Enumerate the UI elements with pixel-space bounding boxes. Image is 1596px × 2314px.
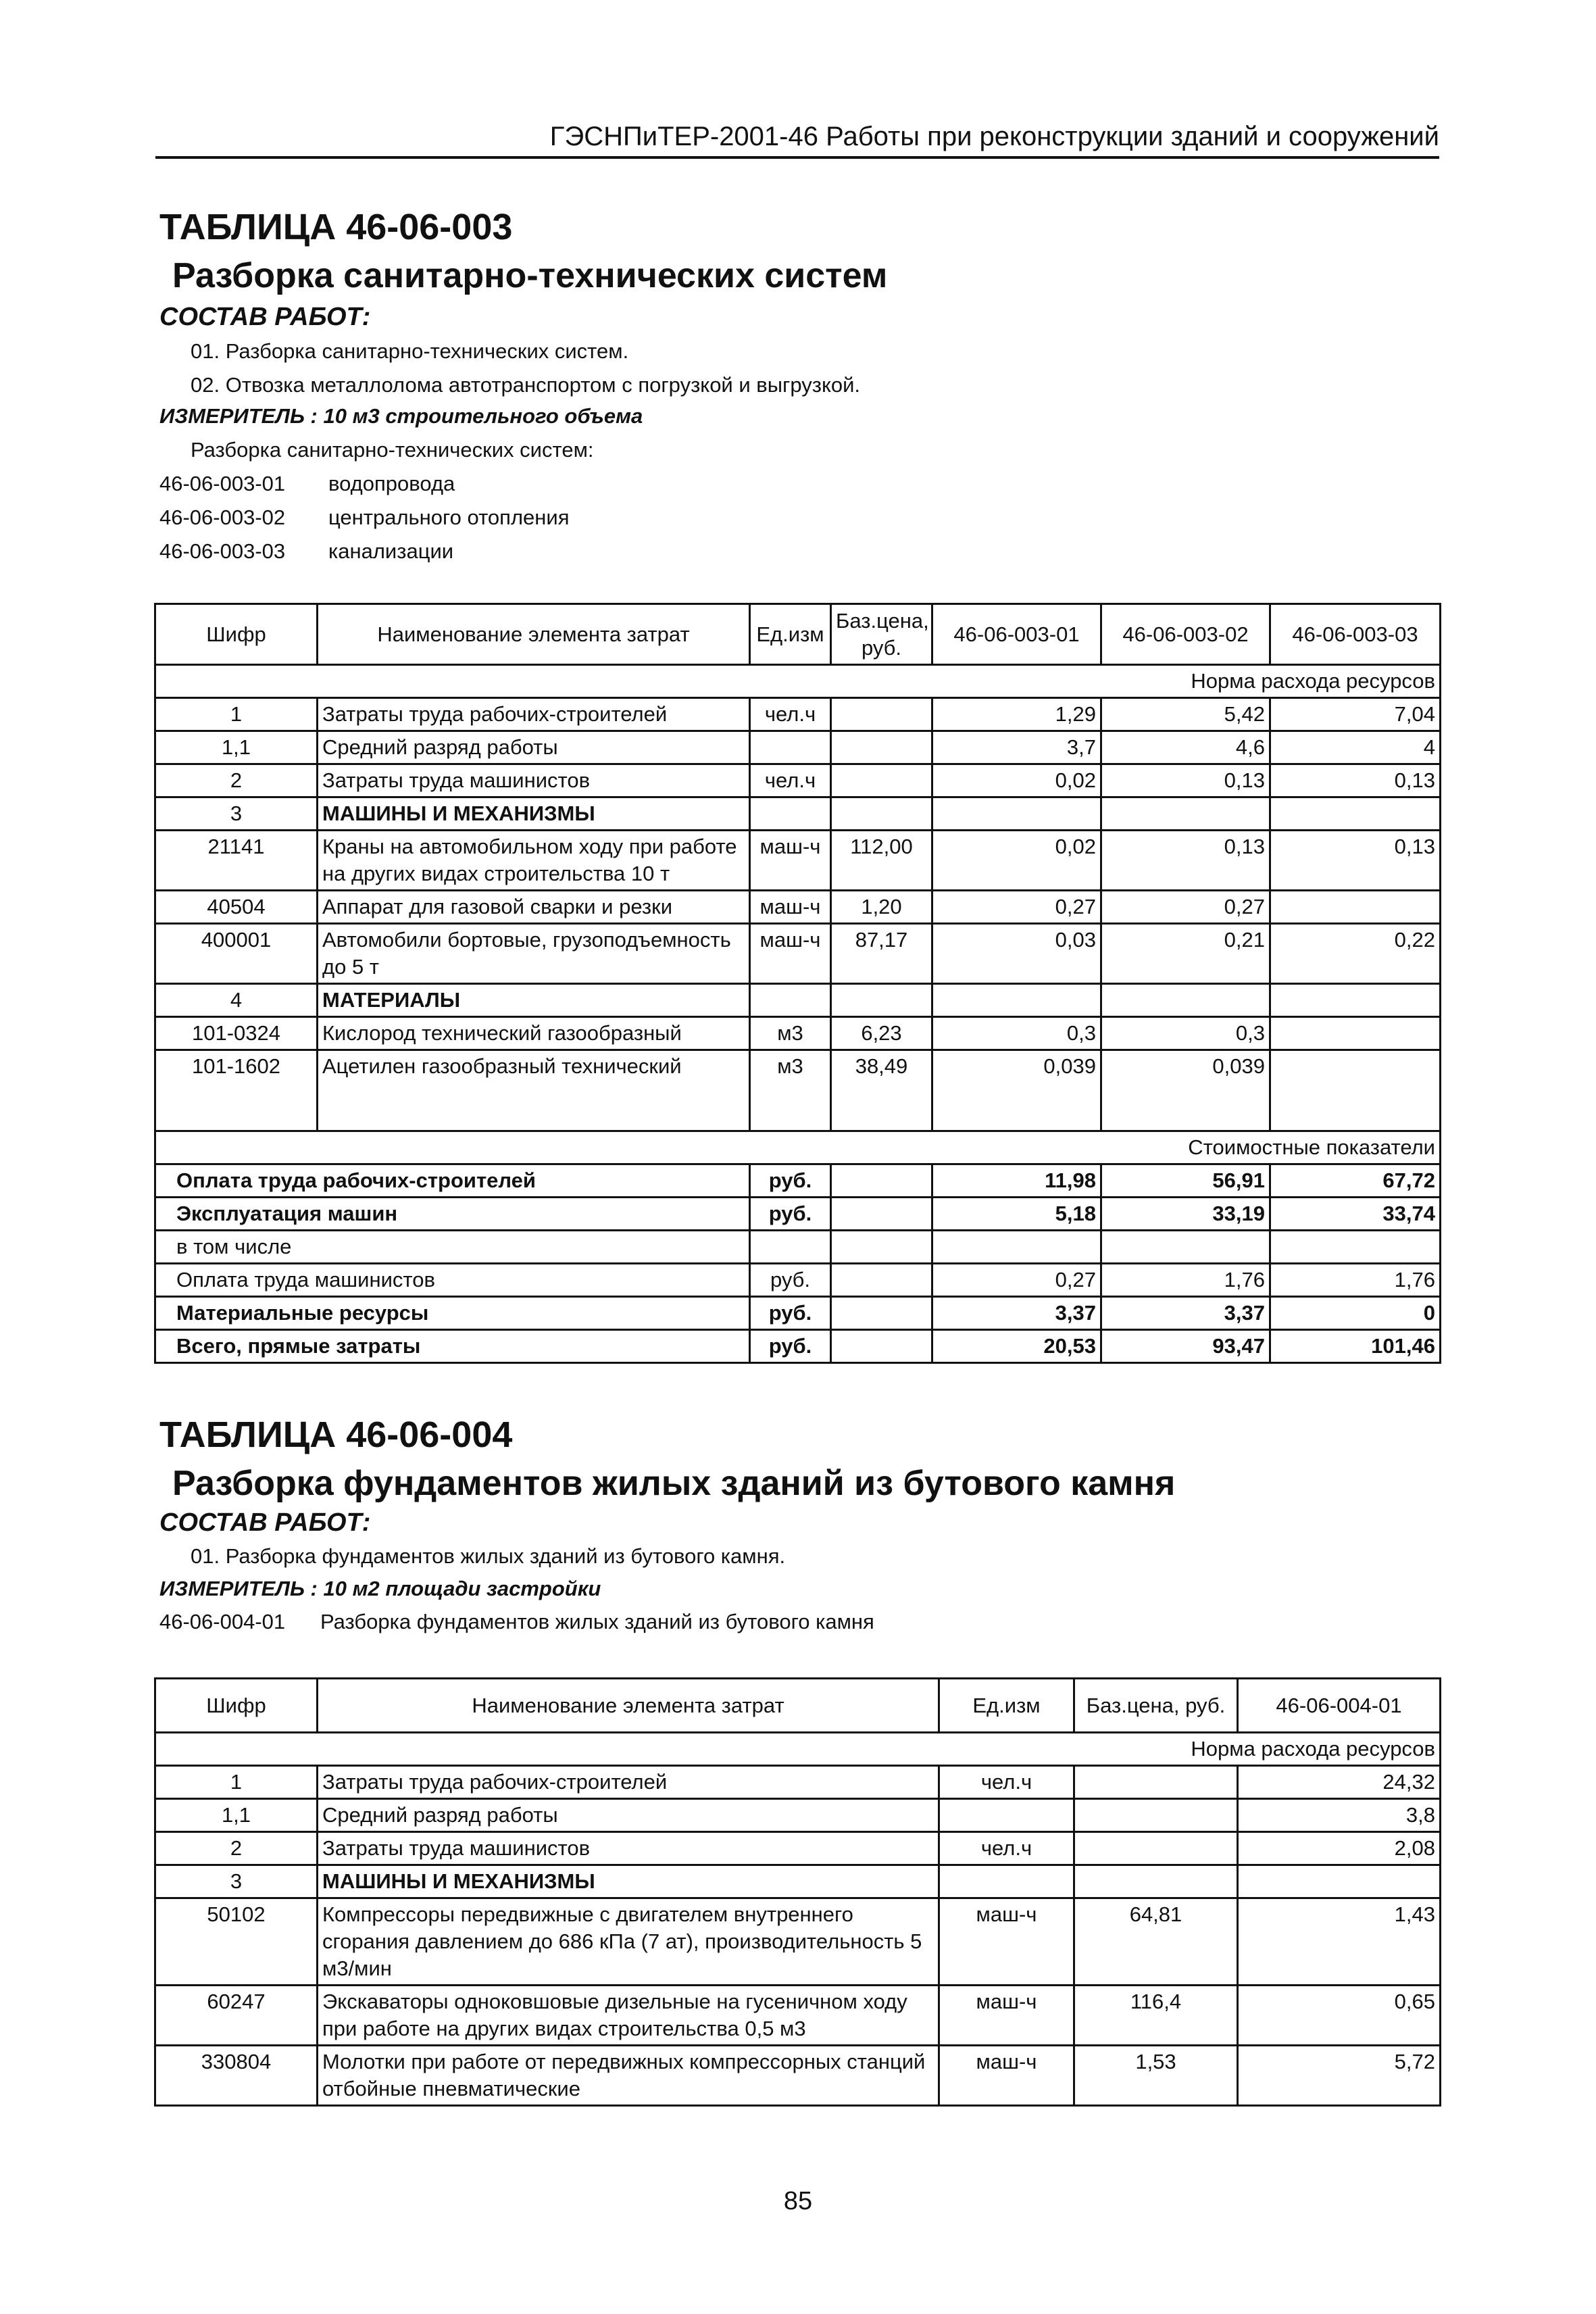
table-row (155, 1832, 1441, 1865)
cell-shifr: 21141 (155, 831, 318, 891)
cell-value: 0,03 (932, 924, 1101, 984)
col-header: Наименование элемента затрат (318, 1679, 939, 1733)
cell-value: 0,65 (1238, 1986, 1441, 2046)
cell-unit: маш-ч (939, 1898, 1074, 1986)
table-row (155, 764, 1441, 797)
cell-name: МАТЕРИАЛЫ (318, 984, 750, 1017)
col-header: 46-06-004-01 (1238, 1679, 1441, 1733)
cost-value: 11,98 (932, 1164, 1101, 1198)
cell-value: 24,32 (1238, 1766, 1441, 1799)
col-header: Баз.цена, руб. (1074, 1679, 1238, 1733)
cell-price (831, 764, 932, 797)
cell-value: 0,27 (932, 891, 1101, 924)
cell-value: 0,3 (1101, 1017, 1270, 1050)
cost-unit: руб. (750, 1264, 831, 1297)
cell-price: 1,20 (831, 891, 932, 924)
cell-price: 87,17 (831, 924, 932, 984)
code: 46-06-003-02 (159, 506, 286, 529)
cost-name: Эксплуатация машин (155, 1198, 750, 1231)
norm-label: Норма расхода ресурсов (155, 665, 1441, 698)
cell-value: 7,04 (1270, 698, 1441, 731)
code-name: канализации (328, 539, 454, 563)
cost-row (155, 1198, 1441, 1231)
cell-shifr: 50102 (155, 1898, 318, 1986)
cell-unit (750, 731, 831, 764)
cost-unit: руб. (750, 1198, 831, 1231)
measure-unit: ИЗМЕРИТЕЛЬ : 10 м3 строительного объема (159, 404, 643, 428)
cell-price: 64,81 (1074, 1898, 1238, 1986)
col-header: Шифр (155, 1679, 318, 1733)
cell-price: 38,49 (831, 1050, 932, 1131)
cell-unit: маш-ч (750, 831, 831, 891)
table-title: ТАБЛИЦА 46-06-003 (159, 207, 513, 247)
table-row (155, 1050, 1441, 1131)
cell-unit: маш-ч (939, 2046, 1074, 2106)
col-header: 46-06-003-02 (1101, 604, 1270, 665)
page-header: ГЭСНПиТЕР-2001-46 Работы при реконструкции зданий и сооружений (155, 122, 1439, 159)
cell-value: 5,72 (1238, 2046, 1441, 2106)
cell-shifr: 1,1 (155, 731, 318, 764)
cost-row (155, 1330, 1441, 1363)
cell-name: Средний разряд работы (318, 731, 750, 764)
cell-price (831, 731, 932, 764)
cell-shifr: 330804 (155, 2046, 318, 2106)
table-row (155, 698, 1441, 731)
cell-value: 1,43 (1238, 1898, 1441, 1986)
cell-name: Экскаваторы одноковшовые дизельные на гусеничном ходу при работе на других видах строительства 0,5 м3 (318, 1986, 939, 2046)
col-header: Наименование элемента затрат (318, 604, 750, 665)
cell-value: 0,13 (1101, 764, 1270, 797)
code: 46-06-003-01 (159, 472, 286, 495)
cost-name: Оплата труда рабочих-строителей (155, 1164, 750, 1198)
cell-name: Затраты труда рабочих-строителей (318, 698, 750, 731)
measure-unit: ИЗМЕРИТЕЛЬ : 10 м2 площади застройки (159, 1577, 601, 1600)
cell-value: 5,42 (1101, 698, 1270, 731)
composition-label: СОСТАВ РАБОТ: (159, 1508, 371, 1537)
cost-name: Всего, прямые затраты (155, 1330, 750, 1363)
cell-value: 0,3 (932, 1017, 1101, 1050)
cost-row (155, 1264, 1441, 1297)
code-name: центрального отопления (328, 506, 570, 529)
code-name: водопровода (328, 472, 455, 495)
cell-value: 4,6 (1101, 731, 1270, 764)
cell-shifr: 60247 (155, 1986, 318, 2046)
cell-value: 0,27 (1101, 891, 1270, 924)
cell-unit: м3 (750, 1017, 831, 1050)
cell-price: 112,00 (831, 831, 932, 891)
cost-value: 1,76 (1270, 1264, 1441, 1297)
col-header: Ед.изм (939, 1679, 1074, 1733)
table-row (155, 984, 1441, 1017)
code: 46-06-004-01 (159, 1610, 286, 1633)
resource-table-1 (154, 603, 1441, 1364)
table-row (155, 797, 1441, 831)
cost-unit: руб. (750, 1297, 831, 1330)
cell-value: 0,02 (932, 764, 1101, 797)
cell-value: 0,13 (1101, 831, 1270, 891)
cell-shifr: 1,1 (155, 1799, 318, 1832)
cell-value: 0,22 (1270, 924, 1441, 984)
table-row (155, 891, 1441, 924)
table-row (155, 924, 1441, 984)
norm-label: Норма расхода ресурсов (155, 1733, 1441, 1766)
cost-value: 67,72 (1270, 1164, 1441, 1198)
cost-value: 56,91 (1101, 1164, 1270, 1198)
cell-name: Затраты труда машинистов (318, 764, 750, 797)
cell-name: Аппарат для газовой сварки и резки (318, 891, 750, 924)
cost-row (155, 1164, 1441, 1198)
table-row (155, 1017, 1441, 1050)
cell-name: Кислород технический газообразный (318, 1017, 750, 1050)
table-row (155, 1898, 1441, 1986)
cell-name: Краны на автомобильном ходу при работе на других видах строительства 10 т (318, 831, 750, 891)
cost-value: 0,27 (932, 1264, 1101, 1297)
table-row (155, 1799, 1441, 1832)
cost-name: в том числе (155, 1231, 750, 1264)
cell-name: МАШИНЫ И МЕХАНИЗМЫ (318, 797, 750, 831)
cell-shifr: 2 (155, 764, 318, 797)
col-header: Шифр (155, 604, 318, 665)
cell-price (1074, 1832, 1238, 1865)
cell-unit: маш-ч (939, 1986, 1074, 2046)
code: 46-06-003-03 (159, 539, 286, 563)
cell-shifr: 3 (155, 797, 318, 831)
table-subtitle: Разборка фундаментов жилых зданий из бутового камня (172, 1464, 1176, 1503)
cell-value: 0,039 (1101, 1050, 1270, 1131)
cell-price (831, 698, 932, 731)
cost-value: 101,46 (1270, 1330, 1441, 1363)
cost-unit: руб. (750, 1164, 831, 1198)
group-label: Разборка санитарно-технических систем: (191, 438, 594, 462)
cell-name: Ацетилен газообразный технический (318, 1050, 750, 1131)
cost-row (155, 1231, 1441, 1264)
table-row (155, 731, 1441, 764)
cost-label: Стоимостные показатели (155, 1131, 1441, 1164)
col-header: 46-06-003-01 (932, 604, 1101, 665)
cell-shifr: 3 (155, 1865, 318, 1898)
cell-name: Затраты труда машинистов (318, 1832, 939, 1865)
cell-value (1270, 1017, 1441, 1050)
cell-value: 4 (1270, 731, 1441, 764)
cell-name: Средний разряд работы (318, 1799, 939, 1832)
cell-price: 1,53 (1074, 2046, 1238, 2106)
table-row (155, 1986, 1441, 2046)
cell-name: МАШИНЫ И МЕХАНИЗМЫ (318, 1865, 939, 1898)
cost-name: Материальные ресурсы (155, 1297, 750, 1330)
cost-unit: руб. (750, 1330, 831, 1363)
cell-value (1270, 891, 1441, 924)
cost-value: 33,74 (1270, 1198, 1441, 1231)
cell-name: Затраты труда рабочих-строителей (318, 1766, 939, 1799)
table-title: ТАБЛИЦА 46-06-004 (159, 1414, 513, 1455)
col-header: 46-06-003-03 (1270, 604, 1441, 665)
cell-unit: чел.ч (750, 698, 831, 731)
cell-value: 1,29 (932, 698, 1101, 731)
code-name: Разборка фундаментов жилых зданий из бутового камня (320, 1610, 874, 1633)
cost-value: 1,76 (1101, 1264, 1270, 1297)
cell-value: 0,21 (1101, 924, 1270, 984)
cell-value: 0,02 (932, 831, 1101, 891)
composition-label: СОСТАВ РАБОТ: (159, 303, 371, 331)
cell-price: 116,4 (1074, 1986, 1238, 2046)
cell-value: 0,13 (1270, 764, 1441, 797)
cell-unit: чел.ч (939, 1766, 1074, 1799)
cost-name: Оплата труда машинистов (155, 1264, 750, 1297)
table-row (155, 831, 1441, 891)
cell-shifr: 2 (155, 1832, 318, 1865)
cell-value (1270, 1050, 1441, 1131)
cell-value: 3,7 (932, 731, 1101, 764)
cell-unit: маш-ч (750, 924, 831, 984)
cell-value: 0,039 (932, 1050, 1101, 1131)
cost-value: 3,37 (932, 1297, 1101, 1330)
cell-unit (939, 1799, 1074, 1832)
cell-shifr: 400001 (155, 924, 318, 984)
cell-price (1074, 1799, 1238, 1832)
table-row (155, 2046, 1441, 2106)
cost-value: 0 (1270, 1297, 1441, 1330)
page-number: 85 (783, 2187, 813, 2215)
work-item: 02. Отвозка металлолома автотранспортом с погрузкой и выгрузкой. (191, 373, 861, 397)
cell-shifr: 101-0324 (155, 1017, 318, 1050)
work-item: 01. Разборка фундаментов жилых зданий из бутового камня. (191, 1544, 786, 1568)
work-item: 01. Разборка санитарно-технических систем. (191, 339, 629, 363)
cost-row (155, 1297, 1441, 1330)
resource-table-2 (154, 1677, 1441, 2107)
cell-unit: чел.ч (750, 764, 831, 797)
table-row (155, 1766, 1441, 1799)
cell-name: Автомобили бортовые, грузоподъемность до 5 т (318, 924, 750, 984)
cell-name: Компрессоры передвижные с двигателем внутреннего сгорания давлением до 686 кПа (7 ат), производительность 5 м3/мин (318, 1898, 939, 1986)
cell-value: 2,08 (1238, 1832, 1441, 1865)
cell-price (1074, 1766, 1238, 1799)
cell-shifr: 1 (155, 698, 318, 731)
table-row (155, 1865, 1441, 1898)
cell-shifr: 40504 (155, 891, 318, 924)
cell-value: 0,13 (1270, 831, 1441, 891)
cell-shifr: 101-1602 (155, 1050, 318, 1131)
cell-price: 6,23 (831, 1017, 932, 1050)
col-header: Баз.цена, руб. (831, 604, 932, 665)
col-header: Ед.изм (750, 604, 831, 665)
cost-value: 33,19 (1101, 1198, 1270, 1231)
cost-value: 93,47 (1101, 1330, 1270, 1363)
cell-shifr: 1 (155, 1766, 318, 1799)
cell-name: Молотки при работе от передвижных компрессорных станций отбойные пневматические (318, 2046, 939, 2106)
table-subtitle: Разборка санитарно-технических систем (172, 256, 888, 295)
cell-unit: чел.ч (939, 1832, 1074, 1865)
cost-value: 5,18 (932, 1198, 1101, 1231)
cell-shifr: 4 (155, 984, 318, 1017)
cell-unit: маш-ч (750, 891, 831, 924)
cell-unit: м3 (750, 1050, 831, 1131)
cost-value: 20,53 (932, 1330, 1101, 1363)
cost-value: 3,37 (1101, 1297, 1270, 1330)
cell-value: 3,8 (1238, 1799, 1441, 1832)
